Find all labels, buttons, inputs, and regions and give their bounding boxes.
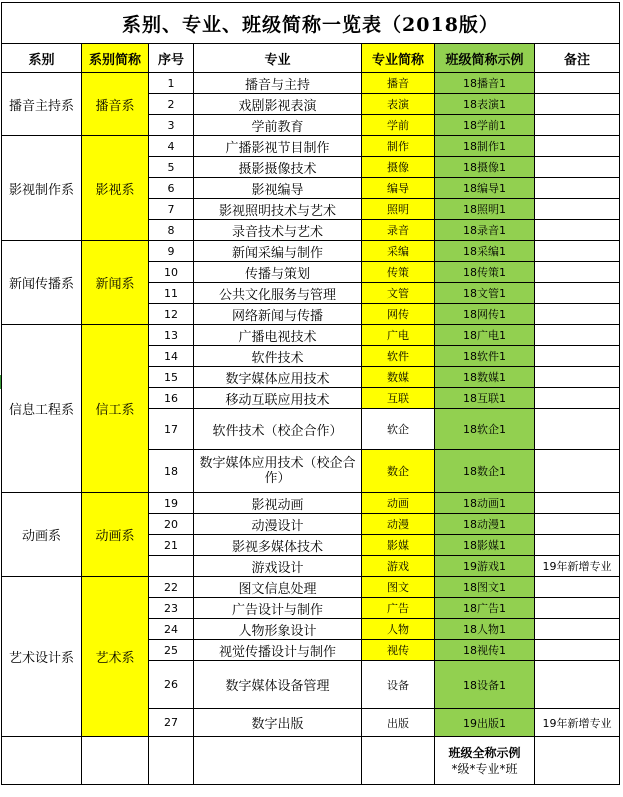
major-abbr: 文管 — [362, 283, 435, 304]
header-seq: 序号 — [149, 44, 194, 73]
major-name: 学前教育 — [194, 115, 362, 136]
header-dept: 系别 — [2, 44, 82, 73]
major-abbr: 数企 — [362, 450, 435, 493]
row-note — [535, 493, 620, 514]
row-note — [535, 535, 620, 556]
major-name: 新闻采编与制作 — [194, 241, 362, 262]
major-abbr: 图文 — [362, 577, 435, 598]
major-name: 公共文化服务与管理 — [194, 283, 362, 304]
department-abbr: 艺术系 — [82, 577, 149, 737]
department-name: 播音主持系 — [2, 73, 82, 136]
row-note — [535, 262, 620, 283]
row-seq: 25 — [149, 640, 194, 661]
major-abbr: 软企 — [362, 409, 435, 450]
table-row — [2, 325, 620, 346]
class-example: 18图文1 — [435, 577, 535, 598]
row-note — [535, 283, 620, 304]
row-seq: 16 — [149, 388, 194, 409]
major-name: 数字媒体应用技术（校企合作） — [194, 450, 362, 493]
major-abbr: 人物 — [362, 619, 435, 640]
row-seq — [149, 556, 194, 577]
major-name: 视觉传播设计与制作 — [194, 640, 362, 661]
footer-row — [2, 737, 620, 785]
table-row — [2, 493, 620, 514]
row-seq: 14 — [149, 346, 194, 367]
row-note — [535, 115, 620, 136]
row-note — [535, 199, 620, 220]
row-note — [535, 619, 620, 640]
row-seq: 3 — [149, 115, 194, 136]
class-example: 18设备1 — [435, 661, 535, 709]
class-example: 18播音1 — [435, 73, 535, 94]
major-abbr: 动画 — [362, 493, 435, 514]
department-name: 影视制作系 — [2, 136, 82, 241]
major-name: 软件技术 — [194, 346, 362, 367]
row-note — [535, 304, 620, 325]
row-seq: 8 — [149, 220, 194, 241]
row-note — [535, 325, 620, 346]
major-abbr: 广告 — [362, 598, 435, 619]
major-abbr: 设备 — [362, 661, 435, 709]
header-dept-abbr: 系别简称 — [82, 44, 149, 73]
row-note — [535, 640, 620, 661]
row-seq: 4 — [149, 136, 194, 157]
major-name: 软件技术（校企合作） — [194, 409, 362, 450]
major-name: 数字出版 — [194, 709, 362, 737]
class-example: 18动画1 — [435, 493, 535, 514]
row-seq: 24 — [149, 619, 194, 640]
major-name: 戏剧影视表演 — [194, 94, 362, 115]
table-row — [2, 73, 620, 94]
row-seq: 22 — [149, 577, 194, 598]
major-abbr: 播音 — [362, 73, 435, 94]
class-example: 18广告1 — [435, 598, 535, 619]
major-abbr: 学前 — [362, 115, 435, 136]
row-seq: 12 — [149, 304, 194, 325]
class-example: 18表演1 — [435, 94, 535, 115]
major-abbr: 动漫 — [362, 514, 435, 535]
major-name: 人物形象设计 — [194, 619, 362, 640]
department-name: 新闻传播系 — [2, 241, 82, 325]
major-abbr: 互联 — [362, 388, 435, 409]
class-example: 18动漫1 — [435, 514, 535, 535]
major-abbr: 软件 — [362, 346, 435, 367]
class-example: 18网传1 — [435, 304, 535, 325]
row-seq: 26 — [149, 661, 194, 709]
row-note — [535, 450, 620, 493]
major-abbr: 广电 — [362, 325, 435, 346]
major-name: 广播影视节目制作 — [194, 136, 362, 157]
major-abbr: 录音 — [362, 220, 435, 241]
header-note: 备注 — [535, 44, 620, 73]
major-abbr: 摄像 — [362, 157, 435, 178]
major-name: 影视编导 — [194, 178, 362, 199]
major-name: 网络新闻与传播 — [194, 304, 362, 325]
row-note — [535, 346, 620, 367]
sheet-title: 系别、专业、班级简称一览表（2018版） — [2, 3, 620, 44]
major-abbr: 游戏 — [362, 556, 435, 577]
class-example: 18视传1 — [435, 640, 535, 661]
row-seq: 17 — [149, 409, 194, 450]
major-name: 游戏设计 — [194, 556, 362, 577]
table-row — [2, 241, 620, 262]
major-name: 摄影摄像技术 — [194, 157, 362, 178]
row-note — [535, 73, 620, 94]
row-seq: 10 — [149, 262, 194, 283]
row-note — [535, 136, 620, 157]
row-note — [535, 157, 620, 178]
major-name: 移动互联应用技术 — [194, 388, 362, 409]
major-name: 影视动画 — [194, 493, 362, 514]
major-name: 影视多媒体技术 — [194, 535, 362, 556]
major-abbr: 传策 — [362, 262, 435, 283]
major-name: 传播与策划 — [194, 262, 362, 283]
department-abbr: 新闻系 — [82, 241, 149, 325]
department-abbr: 影视系 — [82, 136, 149, 241]
major-abbr: 影媒 — [362, 535, 435, 556]
major-abbr: 采编 — [362, 241, 435, 262]
class-example: 18录音1 — [435, 220, 535, 241]
row-note — [535, 409, 620, 450]
major-abbr: 视传 — [362, 640, 435, 661]
row-seq: 11 — [149, 283, 194, 304]
class-example: 18采编1 — [435, 241, 535, 262]
major-name: 录音技术与艺术 — [194, 220, 362, 241]
major-abbr: 照明 — [362, 199, 435, 220]
major-abbr: 出版 — [362, 709, 435, 737]
department-name: 信息工程系 — [2, 325, 82, 493]
footer-format: *级*专业*班 — [451, 761, 518, 776]
footer-empty-cell — [362, 737, 435, 785]
class-example: 18编导1 — [435, 178, 535, 199]
major-name: 播音与主持 — [194, 73, 362, 94]
major-name: 广告设计与制作 — [194, 598, 362, 619]
table-row — [2, 577, 620, 598]
class-example: 18软企1 — [435, 409, 535, 450]
row-note — [535, 241, 620, 262]
row-seq: 19 — [149, 493, 194, 514]
header-major: 专业 — [194, 44, 362, 73]
row-note — [535, 514, 620, 535]
class-example: 18传策1 — [435, 262, 535, 283]
row-seq: 20 — [149, 514, 194, 535]
department-name: 动画系 — [2, 493, 82, 577]
row-seq: 6 — [149, 178, 194, 199]
footer-empty-cell — [2, 737, 82, 785]
row-note — [535, 367, 620, 388]
department-major-table — [1, 2, 620, 785]
footer-empty-cell — [82, 737, 149, 785]
major-abbr: 制作 — [362, 136, 435, 157]
major-name: 广播电视技术 — [194, 325, 362, 346]
class-example: 19出版1 — [435, 709, 535, 737]
header-row — [2, 44, 620, 73]
major-name: 影视照明技术与艺术 — [194, 199, 362, 220]
department-abbr: 信工系 — [82, 325, 149, 493]
class-example: 18影媒1 — [435, 535, 535, 556]
row-note: 19年新增专业 — [535, 556, 620, 577]
row-seq: 13 — [149, 325, 194, 346]
class-example: 18人物1 — [435, 619, 535, 640]
row-note — [535, 598, 620, 619]
major-name: 数字媒体设备管理 — [194, 661, 362, 709]
row-seq: 23 — [149, 598, 194, 619]
major-name: 数字媒体应用技术 — [194, 367, 362, 388]
major-abbr: 编导 — [362, 178, 435, 199]
major-abbr: 数媒 — [362, 367, 435, 388]
footer-empty-cell — [535, 737, 620, 785]
class-example: 18互联1 — [435, 388, 535, 409]
footer-empty-cell — [194, 737, 362, 785]
row-seq: 18 — [149, 450, 194, 493]
table-row — [2, 136, 620, 157]
row-note: 19年新增专业 — [535, 709, 620, 737]
row-note — [535, 178, 620, 199]
footer-title: 班级全称示例 — [448, 745, 521, 760]
class-example: 18摄像1 — [435, 157, 535, 178]
class-example: 18照明1 — [435, 199, 535, 220]
class-example: 18学前1 — [435, 115, 535, 136]
header-class-example: 班级简称示例 — [435, 44, 535, 73]
major-abbr: 网传 — [362, 304, 435, 325]
department-name: 艺术设计系 — [2, 577, 82, 737]
row-note — [535, 94, 620, 115]
row-note — [535, 388, 620, 409]
class-fullname-example — [435, 737, 535, 785]
department-abbr: 动画系 — [82, 493, 149, 577]
footer-empty-cell — [149, 737, 194, 785]
class-example: 18数媒1 — [435, 367, 535, 388]
major-abbr: 表演 — [362, 94, 435, 115]
row-seq: 1 — [149, 73, 194, 94]
header-major-abbr: 专业简称 — [362, 44, 435, 73]
class-example: 18数企1 — [435, 450, 535, 493]
department-abbr: 播音系 — [82, 73, 149, 136]
class-example: 19游戏1 — [435, 556, 535, 577]
row-seq: 21 — [149, 535, 194, 556]
row-seq: 27 — [149, 709, 194, 737]
row-note — [535, 661, 620, 709]
row-seq: 2 — [149, 94, 194, 115]
row-seq: 9 — [149, 241, 194, 262]
class-example: 18广电1 — [435, 325, 535, 346]
major-name: 图文信息处理 — [194, 577, 362, 598]
row-seq: 5 — [149, 157, 194, 178]
class-example: 18制作1 — [435, 136, 535, 157]
class-example: 18软件1 — [435, 346, 535, 367]
class-example: 18文管1 — [435, 283, 535, 304]
major-name: 动漫设计 — [194, 514, 362, 535]
row-note — [535, 577, 620, 598]
row-seq: 7 — [149, 199, 194, 220]
row-seq: 15 — [149, 367, 194, 388]
row-note — [535, 220, 620, 241]
